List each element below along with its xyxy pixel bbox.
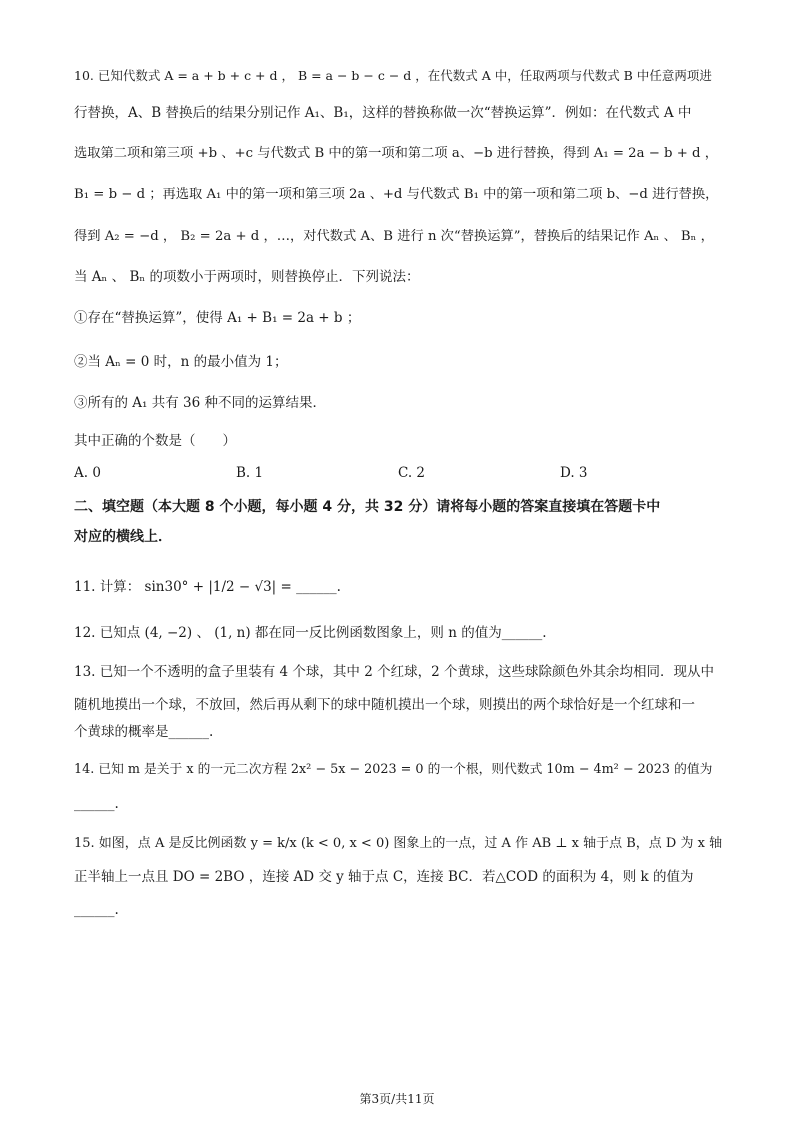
section-2-heading: 二、填空题（本大题 8 个小题，每小题 4 分，共 32 分）请将每小题的答案直接填在答题卡中	[74, 499, 661, 515]
q13-line-1: 13. 已知一个不透明的盒子里装有 4 个球，其中 2 个红球，2 个黄球，这些球除颜色外其余均相同．现从中	[74, 664, 714, 680]
q10-prompt: 其中正确的个数是（ ）	[74, 433, 236, 449]
q10-line-6: 当 Aₙ 、 Bₙ 的项数小于两项时，则替换停止．下列说法：	[74, 269, 420, 285]
page-number: 第3页/共11页	[359, 1092, 435, 1106]
q15-line-2: 正半轴上一点且 DO = 2BO ，连接 AD 交 y 轴于点 C，连接 BC．若△COD 的面积为 4，则 k 的值为	[74, 869, 694, 885]
q10-option-b: B. 1	[236, 465, 264, 481]
q11: 11. 计算： sin30° + |1/2 − √3| = ______.	[74, 579, 341, 595]
q10-statement-2: ②当 Aₙ = 0 时，n 的最小值为 1；	[74, 354, 288, 370]
q10-statement-1: ①存在“替换运算”，使得 A₁ + B₁ = 2a + b ；	[74, 310, 361, 326]
q10-option-c: C. 2	[398, 465, 426, 481]
q10-line-5: 得到 A₂ = −d ， B₂ = 2a + d ，…，对代数式 A、B 进行 n 次“替换运算”，替换后的结果记作 Aₙ 、 Bₙ ，	[74, 229, 714, 244]
q15-line-1: 15. 如图，点 A 是反比例函数 y = k/x (k < 0, x < 0) 图象上的一点，过 A 作 AB ⊥ x 轴于点 B，点 D 为 x 轴	[74, 836, 723, 851]
section-2-heading-cont: 对应的横线上．	[74, 529, 172, 545]
q10-line-2: 行替换，A、B 替换后的结果分别记作 A₁、B₁，这样的替换称做一次“替换运算”．例如：在代数式 A 中	[74, 105, 692, 121]
q13-line-3: 个黄球的概率是______.	[74, 724, 214, 740]
q10-line-4: B₁ = b − d ；再选取 A₁ 中的第一项和第三项 2a 、+d 与代数式 B₁ 中的第一项和第二项 b、−d 进行替换，	[74, 187, 719, 202]
q14-line-2: ______.	[74, 796, 119, 812]
q10-line-1: 10. 已知代数式 A = a + b + c + d ， B = a − b − c − d ，在代数式 A 中，任取两项与代数式 B 中任意两项进	[74, 68, 712, 83]
q10-statement-3: ③所有的 A₁ 共有 36 种不同的运算结果．	[74, 395, 327, 411]
q10-line-3: 选取第二项和第三项 +b 、+c 与代数式 B 中的第一项和第二项 a、−b 进行替换，得到 A₁ = 2a − b + d ，	[74, 146, 718, 161]
q13-line-2: 随机地摸出一个球，不放回，然后再从剩下的球中随机摸出一个球，则摸出的两个球恰好是一个红球和一	[74, 697, 695, 713]
q10-option-d: D. 3	[560, 465, 588, 481]
q14-line-1: 14. 已知 m 是关于 x 的一元二次方程 2x² − 5x − 2023 = 0 的一个根，则代数式 10m − 4m² − 2023 的值为	[74, 762, 713, 777]
q10-option-a: A. 0	[74, 465, 101, 481]
q15-line-3: ______.	[74, 902, 119, 918]
q12: 12. 已知点 (4, −2) 、 (1, n) 都在同一反比例函数图象上，则 n 的值为______.	[74, 625, 547, 641]
